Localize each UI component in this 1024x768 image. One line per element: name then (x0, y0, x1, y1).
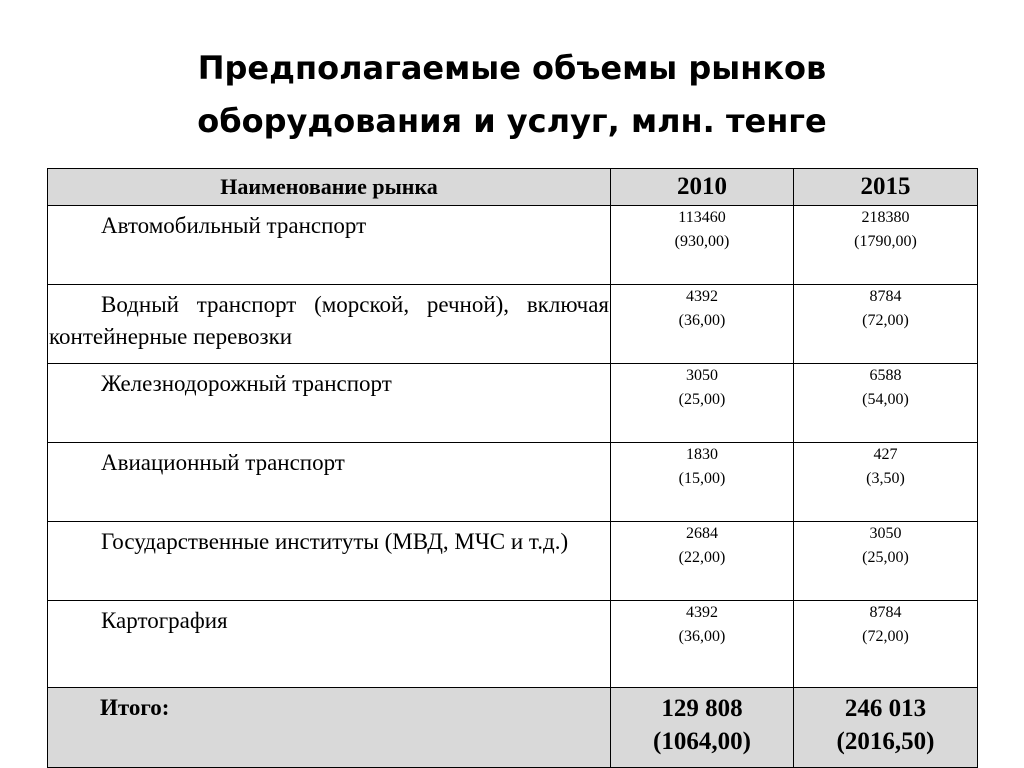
market-name-cell: Картография (48, 601, 611, 688)
value-2010-sub: (22,00) (678, 549, 726, 566)
value-2015-cell (794, 206, 978, 285)
value-2015-sub: (54,00) (862, 391, 909, 408)
value-2010-cell (611, 364, 794, 443)
slide-title-line-2: оборудования и услуг, млн. тенге (197, 102, 827, 140)
total-2010-sub: (1064,00) (653, 728, 751, 755)
value-2010-cell (611, 522, 794, 601)
table-row (48, 443, 978, 522)
value-2015-sub: (25,00) (862, 549, 909, 566)
value-2015-sub: (3,50) (866, 470, 905, 487)
total-label: Итого: (48, 688, 611, 768)
value-2010-sub: (25,00) (678, 391, 726, 408)
value-2010-sub: (36,00) (678, 628, 726, 645)
table-row (48, 285, 978, 364)
header-year-2015: 2015 (794, 169, 978, 206)
table-row (48, 364, 978, 443)
value-2010: 113460 (678, 209, 726, 226)
value-2010-sub: (36,00) (678, 312, 726, 329)
value-2015: 8784 (869, 288, 902, 305)
value-2015-cell (794, 285, 978, 364)
value-2010-sub: (15,00) (678, 470, 726, 487)
value-2010-sub: (930,00) (674, 233, 730, 250)
value-2015: 8784 (869, 604, 902, 621)
market-name-cell: Железнодорожный транспорт (48, 364, 611, 443)
value-2015-sub: (1790,00) (854, 233, 917, 250)
total-2015: 246 013 (844, 695, 927, 722)
market-name-cell: Автомобильный транспорт (48, 206, 611, 285)
value-2015: 3050 (869, 525, 902, 542)
value-2010: 4392 (686, 288, 718, 305)
value-2010: 2684 (686, 525, 718, 542)
market-name-cell: Авиационный транспорт (48, 443, 611, 522)
value-2010: 3050 (686, 367, 718, 384)
value-2010-cell (611, 443, 794, 522)
market-volume-table (47, 168, 978, 768)
value-2010-cell (611, 601, 794, 688)
value-2015-sub: (72,00) (862, 628, 909, 645)
table-row (48, 601, 978, 688)
value-2010-cell (611, 285, 794, 364)
table-header-row (48, 169, 978, 206)
total-2010-cell (611, 688, 794, 768)
value-2015-sub: (72,00) (862, 312, 909, 329)
total-row (48, 688, 978, 768)
value-2015-cell (794, 443, 978, 522)
value-2010: 4392 (686, 604, 718, 621)
value-2015-cell (794, 522, 978, 601)
value-2015: 427 (873, 446, 898, 463)
header-year-2010: 2010 (611, 169, 794, 206)
value-2015: 6588 (869, 367, 902, 384)
value-2010-cell (611, 206, 794, 285)
header-market-name: Наименование рынка (48, 169, 611, 206)
value-2015-cell (794, 364, 978, 443)
total-2010: 129 808 (661, 695, 743, 722)
table-row (48, 206, 978, 285)
total-2015-sub: (2016,50) (836, 728, 935, 755)
market-name-cell: Водный транспорт (морской, речной), включая контейнерные перевозки (48, 285, 611, 364)
market-name-cell: Государственные институты (МВД, МЧС и т.д.) (48, 522, 611, 601)
value-2010: 1830 (686, 446, 718, 463)
total-2015-cell (794, 688, 978, 768)
slide-title-line-1: Предполагаемые объемы рынков (197, 49, 827, 87)
value-2015-cell (794, 601, 978, 688)
slide-title (0, 42, 1024, 148)
table-row (48, 522, 978, 601)
value-2015: 218380 (861, 209, 910, 226)
